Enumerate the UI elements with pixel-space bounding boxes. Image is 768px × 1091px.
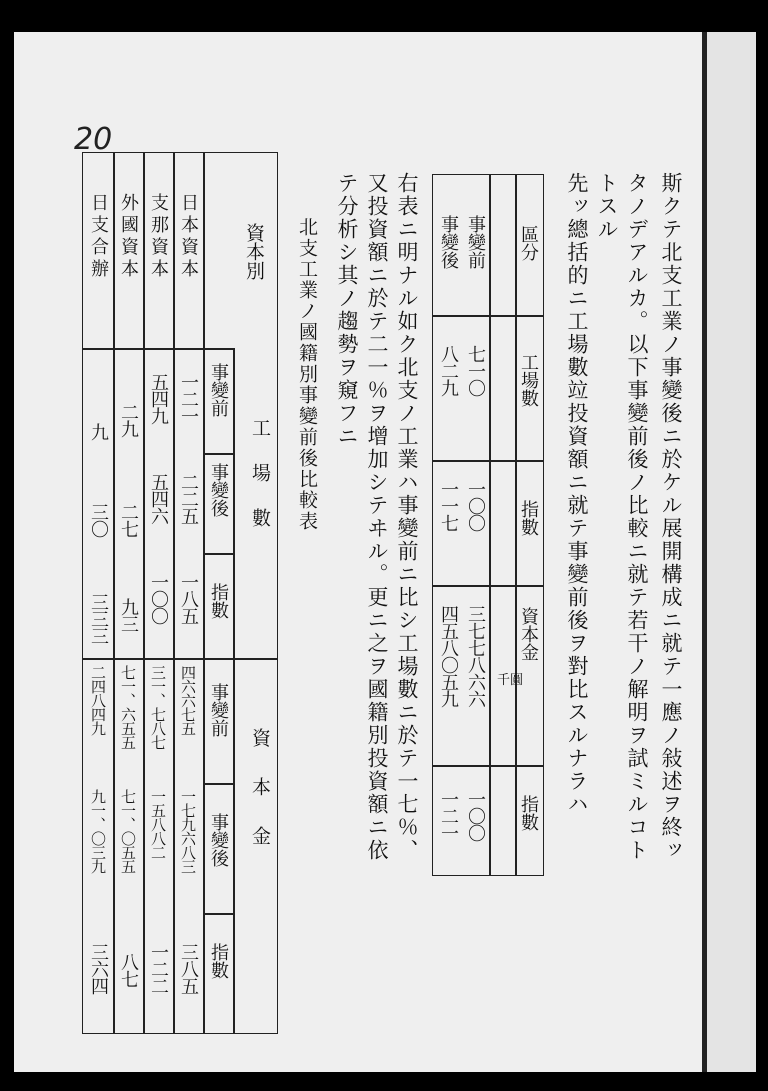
row-after-capital: 四五八〇五九 [438, 605, 459, 707]
text-column-4: 先ッ總括的ニ工場數竝投資額ニ就テ事變前後ヲ對比スルナラハ [565, 172, 589, 816]
row-after-index1: 一一七 [438, 480, 459, 531]
para2-column-2: 又投資額ニ於テ二一％ヲ增加シテヰル。更ニ之ヲ國籍別投資額ニ依 [365, 172, 389, 862]
row-china-v0: 五四九 [148, 373, 169, 424]
row-joint-v5: 三六四 [88, 943, 109, 994]
para2-column-1: 右表ニ明ナル如ク北支ノ工業ハ事變前ニ比シ工場數ニ於テ一七％、 [395, 172, 419, 862]
row-before-factories: 七一〇 [465, 345, 486, 396]
row-before-index1: 一〇〇 [465, 480, 486, 531]
para2-column-3: テ分析シ其ノ趨勢ヲ窺フニ [335, 172, 359, 448]
row-japan-v5: 三八五 [178, 943, 199, 994]
row-foreign-v0: 二九 [118, 403, 139, 437]
header-capital: 資本金 [518, 607, 539, 661]
row-before-label: 事變前 [465, 215, 486, 269]
row-japan-label: 日本資本 [178, 193, 199, 281]
header-group-capital: 資本金 [249, 728, 271, 875]
text-column-1: 斯クテ北支工業ノ事變後ニ於ケル展開構成ニ就テ一應ノ敍述ヲ終ッ [659, 172, 683, 862]
sub-f-index: 指數 [208, 583, 229, 619]
row-foreign-v5: 八七 [118, 953, 139, 987]
row-joint-v1: 三〇 [88, 503, 109, 537]
text-column-2: タノデアルカ。以下事變前後ノ比較ニ就テ若干ノ解明ヲ試ミルコト [625, 172, 649, 862]
row-joint-v4: 九一、〇三九 [89, 789, 107, 873]
sub-f-before: 事變前 [208, 363, 229, 417]
page-number: 20 [74, 122, 113, 157]
header-group-factories: 工場數 [249, 418, 271, 553]
table2-title: 北支工業ノ國籍別事變前後比較表 [296, 217, 318, 532]
row-foreign-v1: 二七 [118, 503, 139, 537]
row-joint-v3: 二四八四九 [89, 665, 107, 735]
row-china-v5: 一二二 [148, 943, 169, 994]
sub-c-before: 事變前 [208, 683, 229, 737]
next-page-edge [707, 32, 756, 1072]
row-before-capital: 三七七八六六 [465, 605, 486, 707]
row-joint-v2: 三三三 [88, 593, 109, 644]
sub-c-index: 指數 [208, 943, 229, 979]
row-after-index2: 一二一 [438, 790, 459, 841]
header-unit: 千圓 [497, 673, 524, 688]
header-category: 區分 [518, 225, 539, 261]
header-index1: 指數 [518, 500, 539, 536]
header-factories: 工場數 [518, 353, 539, 407]
document-page [14, 32, 756, 1072]
row-japan-v2: 一八五 [178, 573, 199, 624]
row-foreign-label: 外國資本 [118, 193, 139, 281]
header-index2: 指數 [518, 795, 539, 831]
row-japan-v0: 一二一 [178, 373, 199, 424]
sub-c-after: 事變後 [208, 813, 229, 867]
row-japan-v3: 四六六七五 [179, 665, 197, 735]
row-joint-label: 日支合辦 [88, 193, 109, 281]
row-china-label: 支那資本 [148, 193, 169, 281]
row-before-index2: 一〇〇 [465, 790, 486, 841]
nationality-table [82, 152, 278, 1034]
row-joint-v0: 九 [88, 423, 109, 440]
row-after-label: 事變後 [438, 215, 459, 269]
row-china-v4: 一五八八二 [149, 789, 167, 859]
row-foreign-v3: 七一、六五五 [119, 665, 137, 749]
header-capital-type: 資本別 [243, 223, 265, 280]
sub-f-after: 事變後 [208, 463, 229, 517]
row-china-v1: 五四六 [148, 473, 169, 524]
row-japan-v4: 一七九六八三 [179, 789, 197, 873]
row-china-v2: 一〇〇 [148, 573, 169, 624]
text-column-3: トスル [595, 172, 619, 241]
row-after-factories: 八二九 [438, 345, 459, 396]
row-foreign-v2: 九三 [118, 598, 139, 632]
row-foreign-v4: 七一、〇五五 [119, 789, 137, 873]
summary-table [432, 174, 544, 876]
row-china-v3: 三一、七八七 [149, 665, 167, 749]
row-japan-v1: 二二五 [178, 473, 199, 524]
